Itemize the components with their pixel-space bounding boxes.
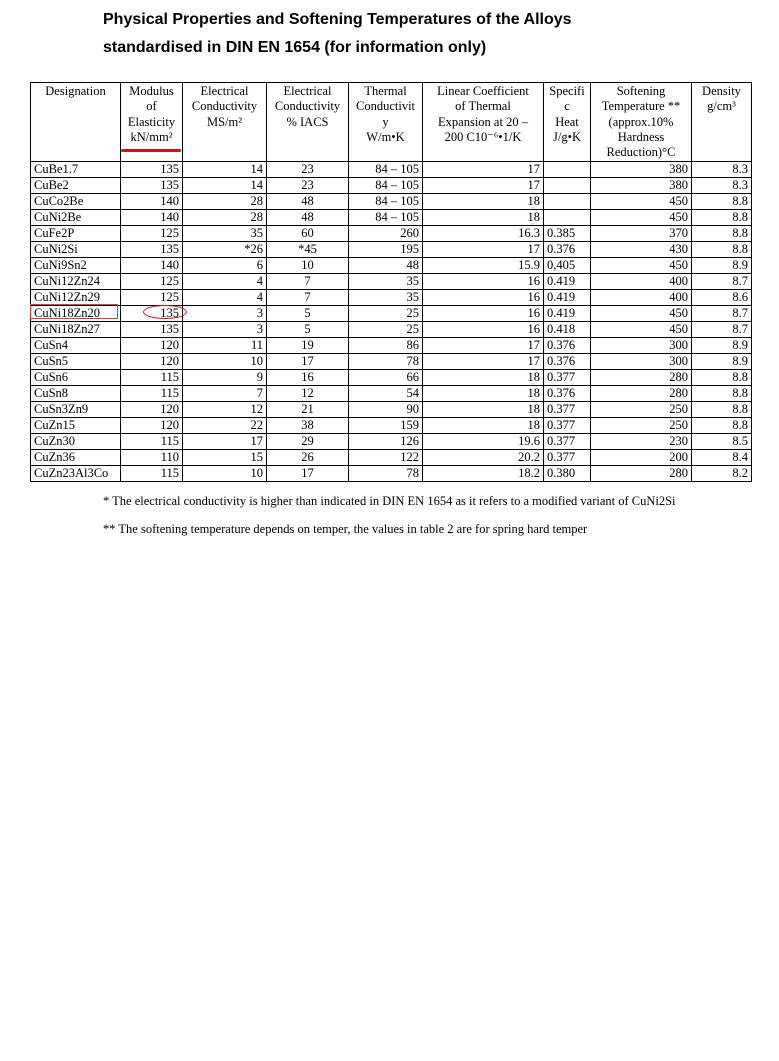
alloy-properties-table bbox=[30, 82, 752, 482]
cell-modulus: 115 bbox=[121, 386, 183, 402]
header-softening-temp bbox=[591, 83, 692, 162]
header-line: Reduction)°C bbox=[606, 145, 676, 160]
header-line: 200 C10⁻⁶•1/K bbox=[444, 129, 522, 144]
header-line: W/m•K bbox=[366, 129, 405, 144]
cell-elec-cond-ms: 28 bbox=[183, 210, 267, 226]
cell-thermal-expansion: 18 bbox=[423, 386, 544, 402]
cell-softening-temp: 400 bbox=[591, 290, 692, 306]
cell-density: 8.8 bbox=[692, 226, 752, 242]
table-row bbox=[31, 450, 752, 466]
cell-modulus: 115 bbox=[121, 370, 183, 386]
table-row bbox=[31, 370, 752, 386]
cell-thermal-cond: 35 bbox=[349, 274, 423, 290]
header-line: Modulus bbox=[129, 84, 174, 98]
cell-density: 8.9 bbox=[692, 258, 752, 274]
cell-softening-temp: 280 bbox=[591, 370, 692, 386]
cell-designation: CuNi2Si bbox=[31, 242, 121, 258]
cell-specific-heat: 0.376 bbox=[544, 338, 591, 354]
header-line: Linear Coefficient bbox=[437, 84, 529, 98]
page-subtitle: standardised in DIN EN 1654 (for information only) bbox=[103, 39, 487, 56]
cell-elec-cond-iacs: 60 bbox=[267, 226, 349, 242]
cell-elec-cond-ms: *26 bbox=[183, 242, 267, 258]
header-density bbox=[692, 83, 752, 162]
cell-elec-cond-iacs: 19 bbox=[267, 338, 349, 354]
cell-softening-temp: 450 bbox=[591, 258, 692, 274]
cell-density: 8.8 bbox=[692, 210, 752, 226]
cell-density: 8.8 bbox=[692, 242, 752, 258]
cell-specific-heat bbox=[544, 178, 591, 194]
cell-thermal-expansion: 15.9 bbox=[423, 258, 544, 274]
cell-designation: CuNi2Be bbox=[31, 210, 121, 226]
cell-elec-cond-iacs: 23 bbox=[267, 162, 349, 178]
cell-elec-cond-ms: 12 bbox=[183, 402, 267, 418]
table-row bbox=[31, 162, 752, 178]
table-row bbox=[31, 306, 752, 322]
cell-specific-heat: 0.376 bbox=[544, 386, 591, 402]
cell-density: 8.8 bbox=[692, 194, 752, 210]
cell-thermal-cond: 122 bbox=[349, 450, 423, 466]
cell-softening-temp: 200 bbox=[591, 450, 692, 466]
table-row bbox=[31, 402, 752, 418]
table-row bbox=[31, 466, 752, 482]
cell-modulus: 140 bbox=[121, 210, 183, 226]
cell-designation: CuSn5 bbox=[31, 354, 121, 370]
cell-modulus: 120 bbox=[121, 338, 183, 354]
cell-specific-heat bbox=[544, 210, 591, 226]
cell-designation: CuSn4 bbox=[31, 338, 121, 354]
cell-designation: CuNi18Zn27 bbox=[31, 322, 121, 338]
header-line: Elasticity bbox=[127, 114, 176, 129]
table-row bbox=[31, 258, 752, 274]
cell-elec-cond-ms: 22 bbox=[183, 418, 267, 434]
cell-specific-heat: 0.418 bbox=[544, 322, 591, 338]
cell-thermal-cond: 48 bbox=[349, 258, 423, 274]
cell-softening-temp: 450 bbox=[591, 210, 692, 226]
cell-thermal-cond: 195 bbox=[349, 242, 423, 258]
cell-designation: CuBe1.7 bbox=[31, 162, 121, 178]
cell-designation: CuZn30 bbox=[31, 434, 121, 450]
cell-elec-cond-iacs: 16 bbox=[267, 370, 349, 386]
cell-elec-cond-ms: 17 bbox=[183, 434, 267, 450]
cell-thermal-expansion: 18 bbox=[423, 370, 544, 386]
cell-designation: CuBe2 bbox=[31, 178, 121, 194]
cell-elec-cond-ms: 10 bbox=[183, 466, 267, 482]
cell-elec-cond-iacs: 17 bbox=[267, 466, 349, 482]
highlight-box-cuni18zn20 bbox=[30, 304, 118, 319]
cell-softening-temp: 380 bbox=[591, 162, 692, 178]
table-row bbox=[31, 322, 752, 338]
cell-softening-temp: 230 bbox=[591, 434, 692, 450]
cell-elec-cond-ms: 35 bbox=[183, 226, 267, 242]
header-line: Thermal bbox=[364, 84, 407, 98]
cell-softening-temp: 300 bbox=[591, 338, 692, 354]
cell-specific-heat: 0.377 bbox=[544, 402, 591, 418]
cell-elec-cond-ms: 28 bbox=[183, 194, 267, 210]
header-line: of Thermal bbox=[455, 99, 511, 114]
cell-softening-temp: 380 bbox=[591, 178, 692, 194]
cell-elec-cond-iacs: 5 bbox=[267, 306, 349, 322]
cell-thermal-cond: 78 bbox=[349, 466, 423, 482]
cell-specific-heat: 0.419 bbox=[544, 306, 591, 322]
cell-designation: CuZn23Al3Co bbox=[31, 466, 121, 482]
cell-specific-heat: 0.380 bbox=[544, 466, 591, 482]
header-specific-heat bbox=[544, 83, 591, 162]
table-row bbox=[31, 226, 752, 242]
footnote-conductivity: * The electrical conductivity is higher than indicated in DIN EN 1654 as it refers to a modified variant of CuNi2Si bbox=[103, 494, 676, 508]
cell-elec-cond-ms: 4 bbox=[183, 274, 267, 290]
cell-modulus: 135 bbox=[121, 178, 183, 194]
header-line: (approx.10% bbox=[608, 114, 674, 129]
cell-designation: CuZn36 bbox=[31, 450, 121, 466]
cell-elec-cond-ms: 14 bbox=[183, 162, 267, 178]
cell-thermal-cond: 159 bbox=[349, 418, 423, 434]
cell-designation: CuNi18Zn20 bbox=[31, 306, 121, 322]
cell-designation: CuNi9Sn2 bbox=[31, 258, 121, 274]
header-line: Designation bbox=[45, 84, 106, 98]
cell-elec-cond-iacs: 7 bbox=[267, 274, 349, 290]
header-line: Hardness bbox=[617, 129, 665, 144]
cell-density: 8.7 bbox=[692, 274, 752, 290]
table-row bbox=[31, 386, 752, 402]
cell-density: 8.9 bbox=[692, 354, 752, 370]
cell-thermal-cond: 90 bbox=[349, 402, 423, 418]
cell-elec-cond-iacs: 17 bbox=[267, 354, 349, 370]
cell-softening-temp: 280 bbox=[591, 466, 692, 482]
cell-thermal-expansion: 17 bbox=[423, 338, 544, 354]
cell-thermal-expansion: 16 bbox=[423, 322, 544, 338]
cell-modulus: 120 bbox=[121, 354, 183, 370]
cell-density: 8.8 bbox=[692, 386, 752, 402]
cell-modulus: 125 bbox=[121, 274, 183, 290]
cell-thermal-cond: 78 bbox=[349, 354, 423, 370]
cell-softening-temp: 450 bbox=[591, 322, 692, 338]
cell-thermal-expansion: 19.6 bbox=[423, 434, 544, 450]
cell-thermal-expansion: 16 bbox=[423, 274, 544, 290]
cell-thermal-expansion: 18.2 bbox=[423, 466, 544, 482]
cell-elec-cond-ms: 9 bbox=[183, 370, 267, 386]
header-line: g/cm³ bbox=[707, 99, 736, 114]
header-line: Expansion at 20 – bbox=[438, 114, 528, 129]
cell-thermal-cond: 86 bbox=[349, 338, 423, 354]
cell-thermal-expansion: 18 bbox=[423, 418, 544, 434]
cell-thermal-cond: 25 bbox=[349, 306, 423, 322]
cell-thermal-expansion: 17 bbox=[423, 354, 544, 370]
cell-elec-cond-iacs: *45 bbox=[267, 242, 349, 258]
cell-elec-cond-ms: 7 bbox=[183, 386, 267, 402]
cell-elec-cond-ms: 14 bbox=[183, 178, 267, 194]
cell-modulus: 135 bbox=[121, 322, 183, 338]
header-line: Softening bbox=[616, 84, 666, 98]
cell-elec-cond-iacs: 26 bbox=[267, 450, 349, 466]
cell-density: 8.8 bbox=[692, 402, 752, 418]
header-line: of bbox=[146, 99, 157, 114]
cell-specific-heat: 0,405 bbox=[544, 258, 591, 274]
cell-specific-heat: 0.377 bbox=[544, 450, 591, 466]
table-row bbox=[31, 354, 752, 370]
cell-elec-cond-iacs: 7 bbox=[267, 290, 349, 306]
cell-modulus: 135 bbox=[121, 162, 183, 178]
header-elec-cond-ms bbox=[183, 83, 267, 162]
highlight-oval-modulus-135 bbox=[143, 305, 187, 319]
cell-modulus: 120 bbox=[121, 418, 183, 434]
cell-elec-cond-iacs: 23 bbox=[267, 178, 349, 194]
cell-modulus: 120 bbox=[121, 402, 183, 418]
cell-thermal-cond: 84 – 105 bbox=[349, 162, 423, 178]
cell-thermal-expansion: 16 bbox=[423, 290, 544, 306]
cell-density: 8.5 bbox=[692, 434, 752, 450]
cell-thermal-cond: 25 bbox=[349, 322, 423, 338]
cell-density: 8.3 bbox=[692, 178, 752, 194]
header-line: Conductivity bbox=[191, 99, 258, 114]
header-line: Electrical bbox=[200, 84, 249, 98]
cell-designation: CuSn6 bbox=[31, 370, 121, 386]
cell-elec-cond-ms: 11 bbox=[183, 338, 267, 354]
cell-elec-cond-ms: 6 bbox=[183, 258, 267, 274]
header-line: Electrical bbox=[283, 84, 332, 98]
cell-softening-temp: 450 bbox=[591, 194, 692, 210]
header-line: Density bbox=[702, 84, 741, 98]
cell-elec-cond-iacs: 12 bbox=[267, 386, 349, 402]
footnote-softening: ** The softening temperature depends on temper, the values in table 2 are for spring hard temper bbox=[103, 522, 588, 536]
cell-specific-heat: 0.419 bbox=[544, 274, 591, 290]
cell-modulus: 115 bbox=[121, 466, 183, 482]
cell-density: 8.7 bbox=[692, 306, 752, 322]
cell-thermal-expansion: 18 bbox=[423, 194, 544, 210]
cell-designation: CuNi12Zn24 bbox=[31, 274, 121, 290]
cell-thermal-cond: 84 – 105 bbox=[349, 194, 423, 210]
cell-modulus: 135 bbox=[121, 242, 183, 258]
cell-thermal-expansion: 16 bbox=[423, 306, 544, 322]
cell-density: 8.4 bbox=[692, 450, 752, 466]
cell-softening-temp: 400 bbox=[591, 274, 692, 290]
cell-thermal-cond: 126 bbox=[349, 434, 423, 450]
cell-modulus: 125 bbox=[121, 290, 183, 306]
cell-elec-cond-ms: 4 bbox=[183, 290, 267, 306]
cell-thermal-expansion: 17 bbox=[423, 178, 544, 194]
cell-specific-heat: 0.419 bbox=[544, 290, 591, 306]
cell-modulus: 125 bbox=[121, 226, 183, 242]
cell-softening-temp: 370 bbox=[591, 226, 692, 242]
table-row bbox=[31, 290, 752, 306]
cell-elec-cond-iacs: 48 bbox=[267, 194, 349, 210]
cell-density: 8.3 bbox=[692, 162, 752, 178]
cell-specific-heat: 0.377 bbox=[544, 418, 591, 434]
cell-elec-cond-iacs: 38 bbox=[267, 418, 349, 434]
cell-density: 8.8 bbox=[692, 418, 752, 434]
header-thermal-cond bbox=[349, 83, 423, 162]
cell-modulus: 135 bbox=[121, 306, 183, 322]
header-line: y bbox=[382, 114, 389, 129]
cell-designation: CuFe2P bbox=[31, 226, 121, 242]
cell-elec-cond-ms: 15 bbox=[183, 450, 267, 466]
cell-elec-cond-ms: 10 bbox=[183, 354, 267, 370]
cell-specific-heat: 0.376 bbox=[544, 354, 591, 370]
table-row bbox=[31, 194, 752, 210]
cell-thermal-cond: 84 – 105 bbox=[349, 210, 423, 226]
header-line: Conductivit bbox=[355, 99, 416, 114]
cell-softening-temp: 280 bbox=[591, 386, 692, 402]
cell-softening-temp: 250 bbox=[591, 402, 692, 418]
header-line: Conductivity bbox=[274, 99, 341, 114]
cell-density: 8.7 bbox=[692, 322, 752, 338]
table-row bbox=[31, 178, 752, 194]
cell-designation: CuNi12Zn29 bbox=[31, 290, 121, 306]
cell-softening-temp: 250 bbox=[591, 418, 692, 434]
cell-elec-cond-iacs: 48 bbox=[267, 210, 349, 226]
header-line: MS/m² bbox=[206, 114, 242, 129]
cell-elec-cond-ms: 3 bbox=[183, 306, 267, 322]
modulus-unit-underline-mark bbox=[121, 149, 181, 152]
header-line: kN/mm² bbox=[130, 129, 173, 144]
cell-thermal-expansion: 20.2 bbox=[423, 450, 544, 466]
header-elec-cond-iacs bbox=[267, 83, 349, 162]
header-line: % IACS bbox=[286, 114, 329, 129]
table-row bbox=[31, 434, 752, 450]
cell-designation: CuCo2Be bbox=[31, 194, 121, 210]
cell-density: 8.6 bbox=[692, 290, 752, 306]
cell-modulus: 140 bbox=[121, 194, 183, 210]
cell-softening-temp: 430 bbox=[591, 242, 692, 258]
cell-modulus: 110 bbox=[121, 450, 183, 466]
header-line: J/g•K bbox=[553, 129, 581, 144]
cell-softening-temp: 300 bbox=[591, 354, 692, 370]
cell-modulus: 140 bbox=[121, 258, 183, 274]
header-thermal-expansion bbox=[423, 83, 544, 162]
table-row bbox=[31, 210, 752, 226]
header-line: Heat bbox=[555, 114, 579, 129]
cell-thermal-expansion: 18 bbox=[423, 402, 544, 418]
cell-thermal-cond: 84 – 105 bbox=[349, 178, 423, 194]
cell-modulus: 115 bbox=[121, 434, 183, 450]
cell-specific-heat: 0.377 bbox=[544, 434, 591, 450]
header-line: c bbox=[564, 99, 570, 114]
cell-specific-heat: 0.385 bbox=[544, 226, 591, 242]
cell-designation: CuSn8 bbox=[31, 386, 121, 402]
header-line: Specifi bbox=[549, 84, 585, 98]
cell-designation: CuSn3Zn9 bbox=[31, 402, 121, 418]
cell-thermal-cond: 54 bbox=[349, 386, 423, 402]
cell-elec-cond-ms: 3 bbox=[183, 322, 267, 338]
cell-thermal-expansion: 17 bbox=[423, 242, 544, 258]
cell-thermal-cond: 260 bbox=[349, 226, 423, 242]
cell-specific-heat: 0.376 bbox=[544, 242, 591, 258]
cell-elec-cond-iacs: 5 bbox=[267, 322, 349, 338]
header-designation bbox=[31, 83, 121, 162]
cell-specific-heat bbox=[544, 194, 591, 210]
cell-specific-heat: 0.377 bbox=[544, 370, 591, 386]
cell-density: 8.2 bbox=[692, 466, 752, 482]
header-line: Temperature ** bbox=[601, 99, 681, 114]
page-title: Physical Properties and Softening Temperatures of the Alloys bbox=[103, 11, 572, 28]
table-row bbox=[31, 338, 752, 354]
cell-thermal-expansion: 18 bbox=[423, 210, 544, 226]
cell-thermal-expansion: 17 bbox=[423, 162, 544, 178]
table-row bbox=[31, 418, 752, 434]
cell-elec-cond-iacs: 10 bbox=[267, 258, 349, 274]
cell-specific-heat bbox=[544, 162, 591, 178]
cell-thermal-expansion: 16.3 bbox=[423, 226, 544, 242]
cell-thermal-cond: 66 bbox=[349, 370, 423, 386]
cell-elec-cond-iacs: 21 bbox=[267, 402, 349, 418]
cell-density: 8.8 bbox=[692, 370, 752, 386]
cell-designation: CuZn15 bbox=[31, 418, 121, 434]
cell-softening-temp: 450 bbox=[591, 306, 692, 322]
cell-density: 8.9 bbox=[692, 338, 752, 354]
table-row bbox=[31, 242, 752, 258]
cell-elec-cond-iacs: 29 bbox=[267, 434, 349, 450]
cell-thermal-cond: 35 bbox=[349, 290, 423, 306]
table-row bbox=[31, 274, 752, 290]
